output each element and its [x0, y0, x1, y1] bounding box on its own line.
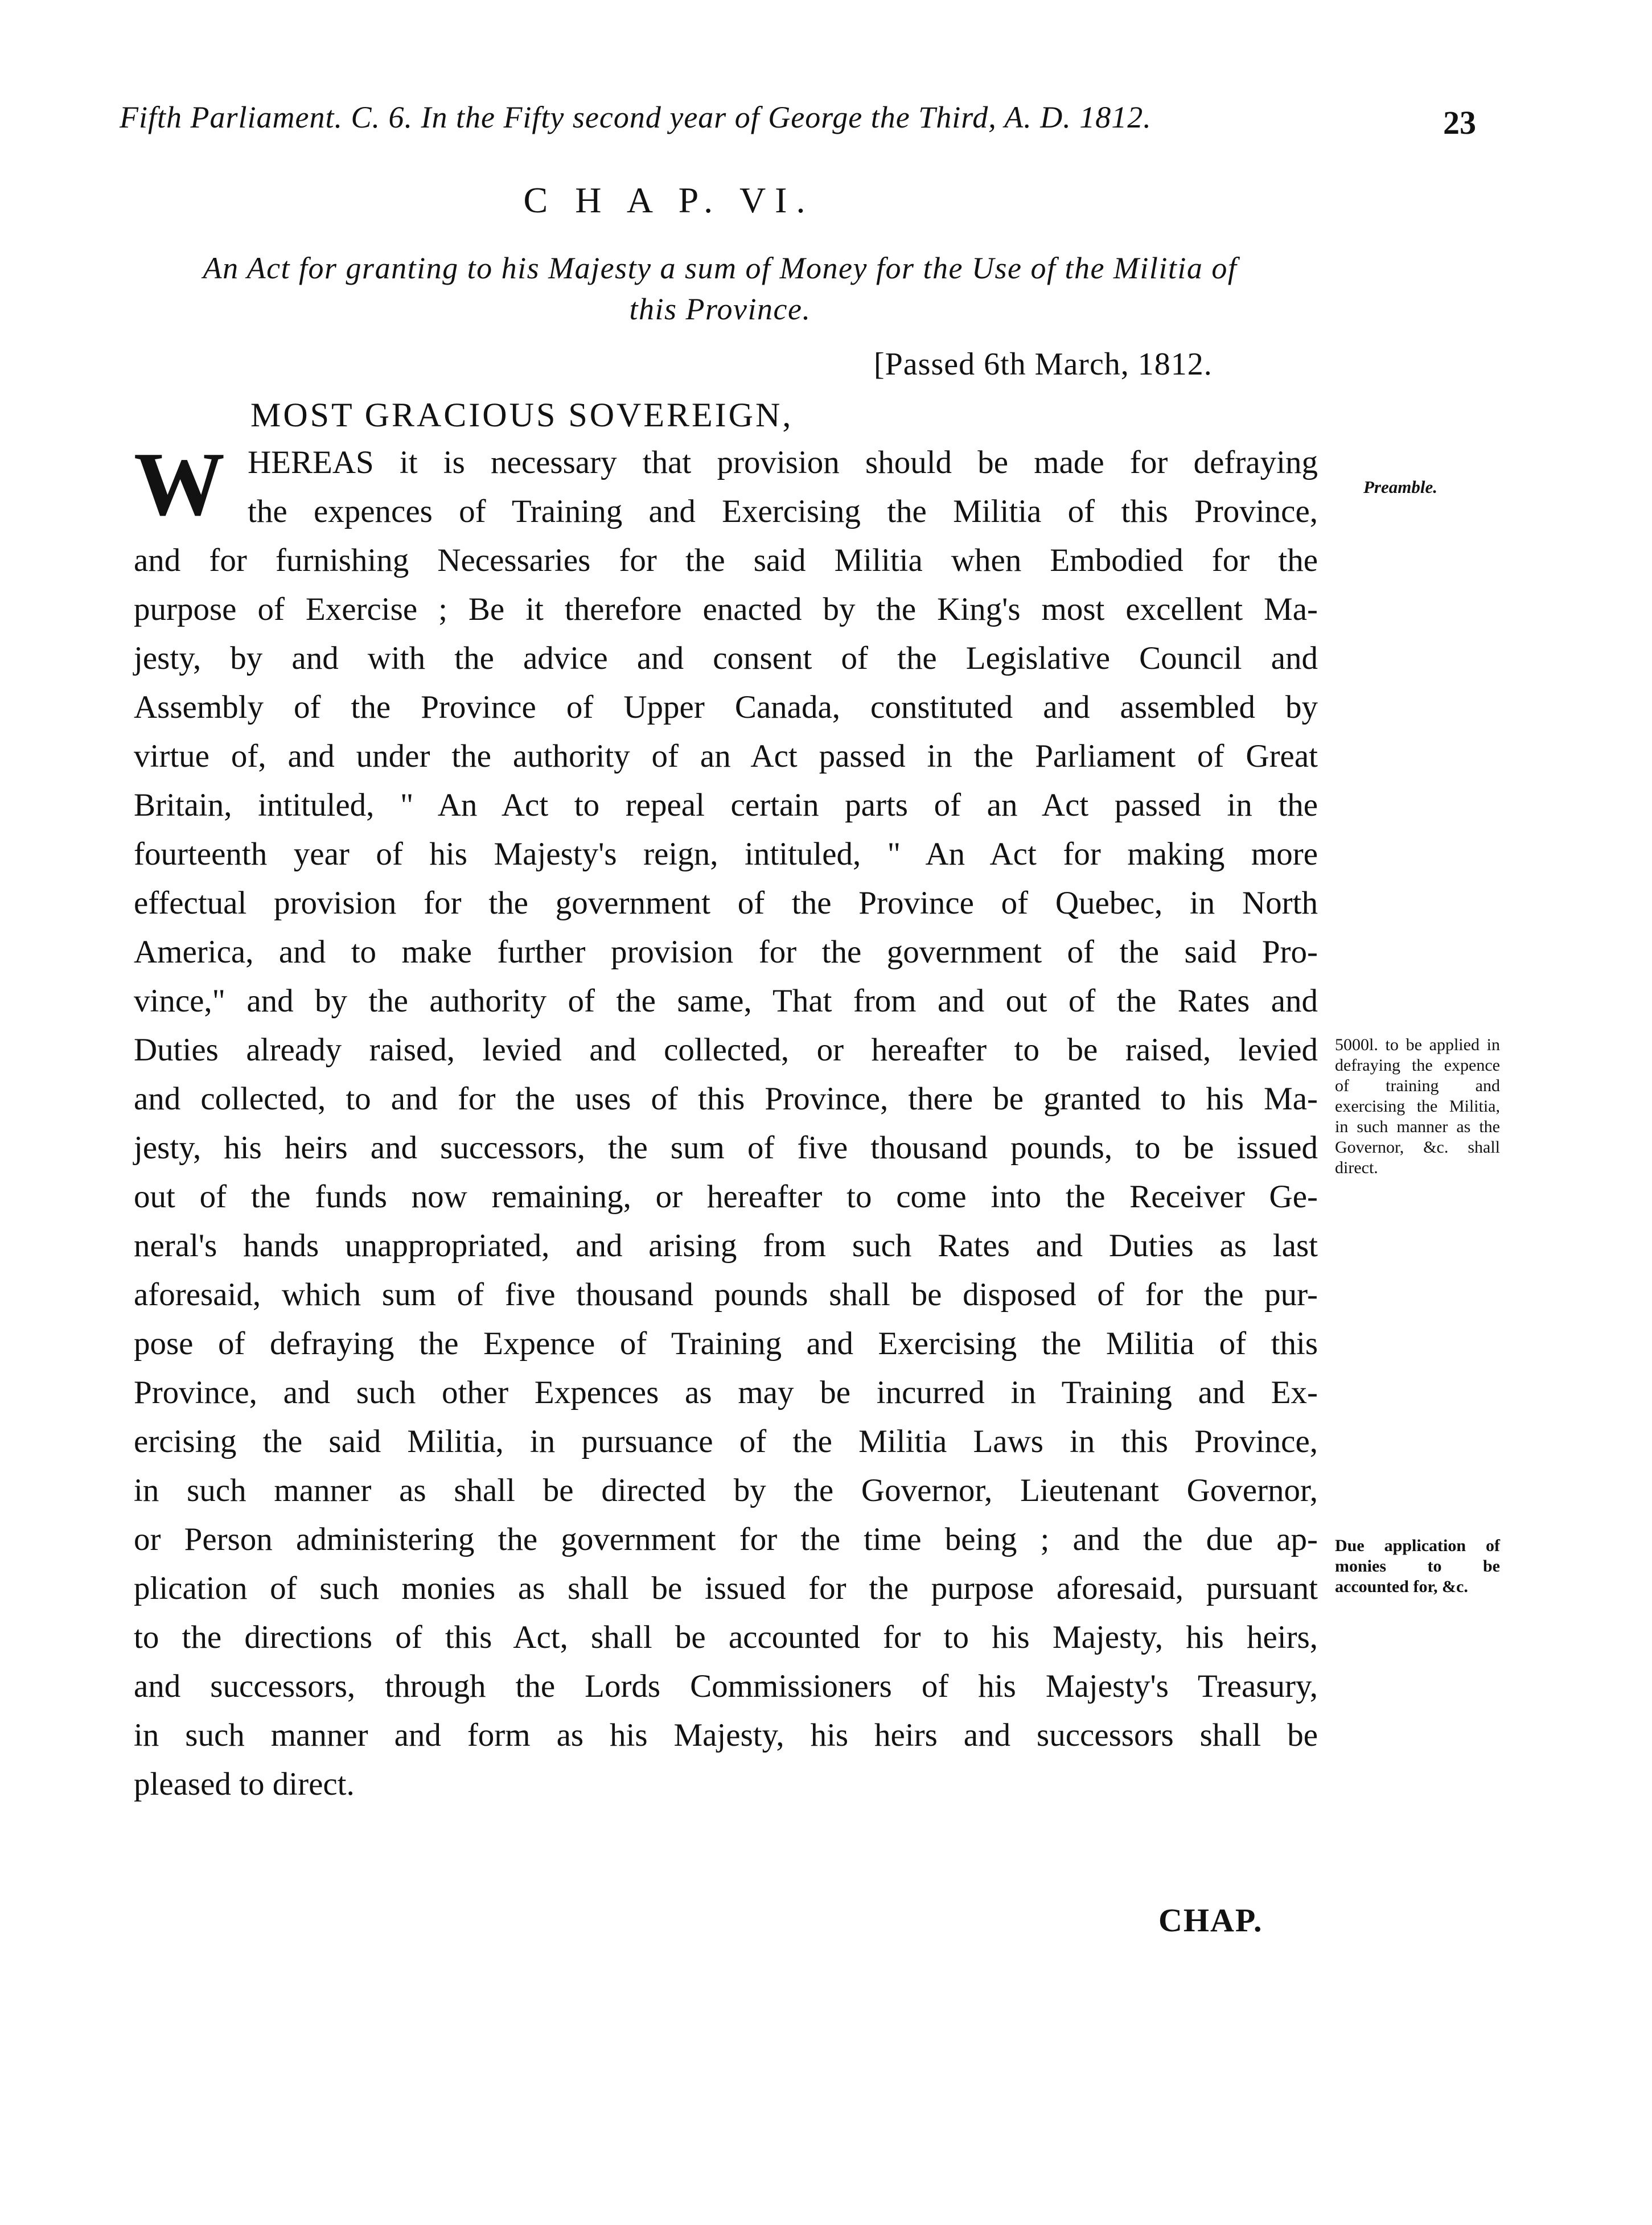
body-line: ercising the said Militia, in pursuance of the Militia Laws in this Province, — [134, 1424, 1318, 1459]
body-line: Assembly of the Province of Upper Canada, constituted and assembled by — [134, 689, 1318, 725]
body-line: fourteenth year of his Majesty's reign, intituled, " An Act for making more — [134, 836, 1318, 872]
body-line: pleased to direct. — [134, 1766, 355, 1802]
body-line: America, and to make further provision for the government of the said Pro- — [134, 934, 1318, 970]
body-line: and collected, to and for the uses of this Province, there be granted to his Ma- — [134, 1081, 1318, 1117]
body-line: Province, and such other Expences as may be incurred in Training and Ex- — [134, 1375, 1318, 1410]
body-line: neral's hands unappropriated, and arising from such Rates and Duties as last — [134, 1228, 1318, 1264]
body-line: or Person administering the government for the time being ; and the due ap- — [134, 1521, 1318, 1557]
act-title-line: this Province. — [629, 292, 811, 326]
body-line: and for furnishing Necessaries for the said Militia when Embodied for the — [134, 542, 1318, 578]
page-number: 23 — [1443, 104, 1476, 141]
body-line: out of the funds now remaining, or hereafter to come into the Receiver Ge- — [134, 1179, 1318, 1215]
passed-date: [Passed 6th March, 1812. — [874, 347, 1213, 382]
salutation: MOST GRACIOUS SOVEREIGN, — [250, 396, 794, 434]
body-line: plication of such monies as shall be issued for the purpose aforesaid, pursuant — [134, 1570, 1318, 1606]
body-line: Duties already raised, levied and collected, or hereafter to be raised, levied — [134, 1032, 1318, 1068]
body-line: the expences of Training and Exercising the Militia of this Province, — [248, 493, 1318, 529]
body-line: vince," and by the authority of the same, That from and out of the Rates and — [134, 983, 1318, 1019]
marginal-note-accounting: Due application of monies to be accounted for, &c. — [1335, 1536, 1500, 1596]
body-line: jesty, his heirs and successors, the sum of five thousand pounds, to be issued — [134, 1130, 1318, 1166]
marginal-note-grant: 5000l. to be applied in defraying the expence of training and exercising the Militia, in such manner as the Governor, &c. shall direct. — [1335, 1035, 1500, 1177]
act-title — [111, 248, 1329, 330]
body-line: and successors, through the Lords Commissioners of his Majesty's Treasury, — [134, 1668, 1318, 1704]
body-line: purpose of Exercise ; Be it therefore enacted by the King's most excellent Ma- — [134, 591, 1318, 627]
body-line: effectual provision for the government of the Province of Quebec, in North — [134, 885, 1318, 921]
catchword: CHAP. — [1158, 1902, 1263, 1939]
body-line: Britain, intituled, " An Act to repeal certain parts of an Act passed in the — [134, 787, 1318, 823]
act-title-line: An Act for granting to his Majesty a sum of Money for the Use of the Militia of — [203, 251, 1238, 285]
chapter-heading: C H A P. VI. — [523, 180, 815, 220]
body-line: pose of defraying the Expence of Training and Exercising the Militia of this — [134, 1326, 1318, 1362]
running-head: Fifth Parliament. C. 6. In the Fifty second year of George the Third, A. D. 1812. — [120, 100, 1152, 134]
body-line: in such manner and form as his Majesty, his heirs and successors shall be — [134, 1717, 1318, 1753]
marginal-note-preamble: Preamble. — [1363, 477, 1437, 497]
body-line: HEREAS it is necessary that provision should be made for defraying — [248, 445, 1318, 480]
body-line: aforesaid, which sum of five thousand pounds shall be disposed of for the pur- — [134, 1277, 1318, 1313]
body-line: in such manner as shall be directed by the Governor, Lieutenant Governor, — [134, 1473, 1318, 1508]
body-line: jesty, by and with the advice and consent of the Legislative Council and — [134, 640, 1318, 676]
body-line: virtue of, and under the authority of an Act passed in the Parliament of Great — [134, 738, 1318, 774]
body-line: to the directions of this Act, shall be accounted for to his Majesty, his heirs, — [134, 1619, 1318, 1655]
drop-cap: W — [134, 433, 225, 534]
